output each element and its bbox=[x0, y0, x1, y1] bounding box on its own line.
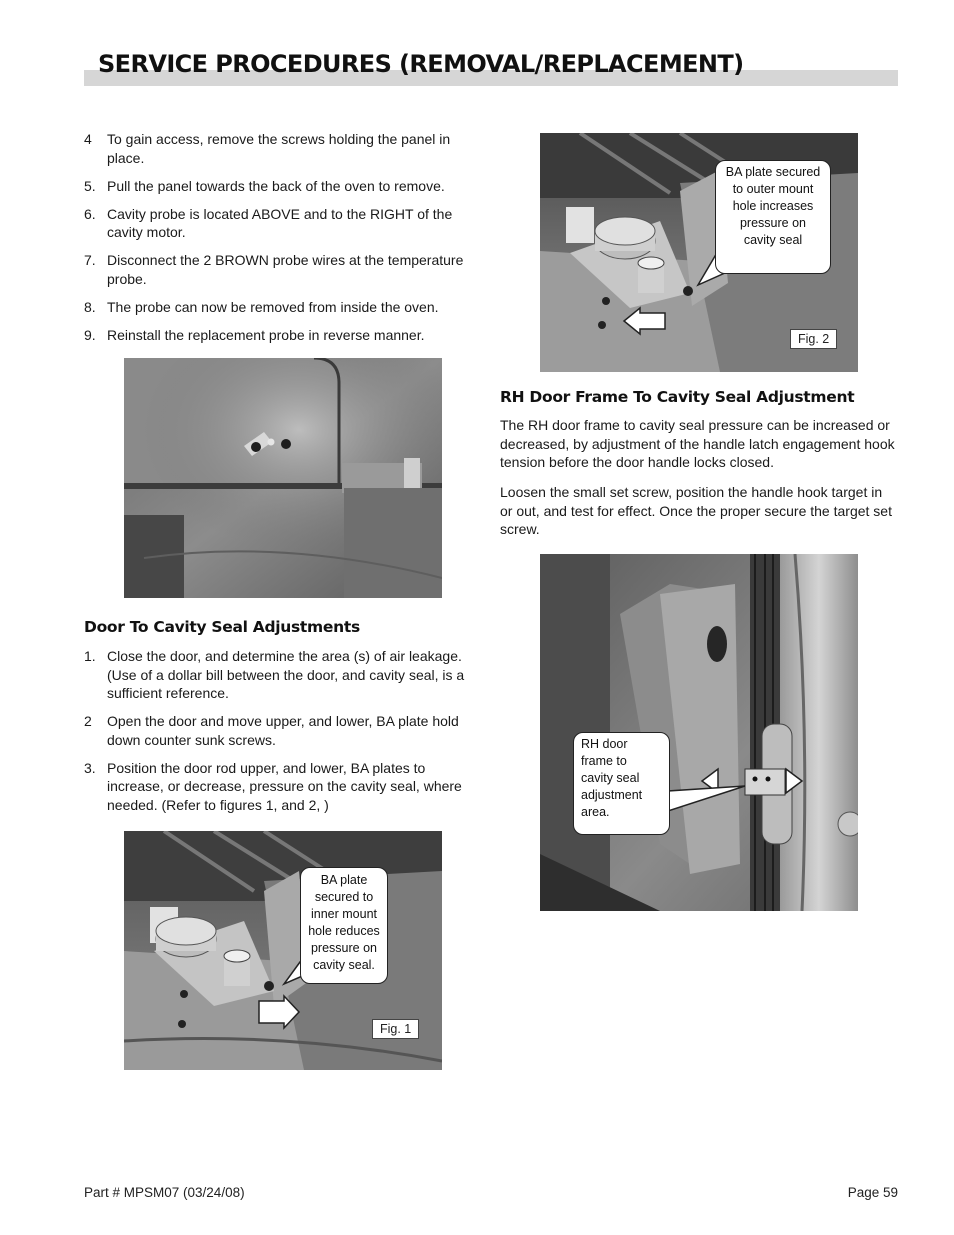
callout-line: pressure on bbox=[739, 216, 806, 230]
step-number: 7. bbox=[84, 252, 96, 268]
door-seal-heading: Door To Cavity Seal Adjustments bbox=[84, 618, 360, 636]
step-number: 6. bbox=[84, 205, 96, 222]
step-number: 3. bbox=[84, 759, 96, 776]
list-item bbox=[84, 326, 480, 345]
callout-line: BA plate bbox=[320, 873, 368, 887]
step-text: Position the door rod upper, and lower, BA plates to increase, or decrease, pressure on the cavity seal, where needed. (Refer to figures 1, and 2, ) bbox=[107, 759, 462, 813]
step-number: 5. bbox=[84, 177, 96, 194]
fig1-label: Fig. 1 bbox=[372, 1019, 419, 1039]
door-seal-steps-list bbox=[84, 647, 480, 824]
fig3-callout bbox=[573, 732, 670, 835]
step-number: 2 bbox=[84, 713, 92, 729]
page-title: SERVICE PROCEDURES (REMOVAL/REPLACEMENT) bbox=[98, 50, 744, 78]
step-text: Cavity probe is located ABOVE and to the RIGHT of the cavity motor. bbox=[107, 205, 453, 240]
figure-1 bbox=[124, 831, 442, 1070]
callout-line: hole increases bbox=[732, 199, 814, 213]
callout-line: adjustment bbox=[581, 788, 643, 802]
callout-line: cavity seal. bbox=[313, 958, 375, 972]
list-item bbox=[84, 759, 480, 815]
step-text: Open the door and move upper, and lower, BA plate hold down counter sunk screws. bbox=[107, 713, 459, 748]
step-number: 4 bbox=[84, 131, 92, 147]
list-item bbox=[84, 130, 480, 167]
step-text: Disconnect the 2 BROWN probe wires at the temperature probe. bbox=[107, 252, 464, 287]
rh-frame-paragraph-2: Loosen the small set screw, position the handle hook target in or out, and test for effect. Once the proper secure the target set screw. bbox=[500, 484, 892, 537]
callout-line: pressure on bbox=[310, 941, 377, 955]
callout-line: to outer mount bbox=[732, 182, 814, 196]
callout-line: RH door bbox=[581, 737, 628, 751]
callout-line: hole reduces bbox=[308, 924, 380, 938]
probe-steps-list bbox=[84, 130, 480, 354]
callout-line: secured to bbox=[314, 890, 374, 904]
step-number: 1. bbox=[84, 648, 96, 664]
fig2-label: Fig. 2 bbox=[790, 329, 837, 349]
callout-line: BA plate secured bbox=[725, 165, 821, 179]
callout-line: cavity seal bbox=[581, 771, 640, 785]
step-text: The probe can now be removed from inside the oven. bbox=[107, 298, 439, 315]
list-item bbox=[84, 647, 480, 703]
list-item bbox=[84, 298, 480, 317]
callout-line: area. bbox=[581, 805, 610, 819]
callout-line: frame to bbox=[581, 754, 627, 768]
footer-page-number: Page 59 bbox=[847, 1185, 898, 1200]
fig1-callout bbox=[300, 867, 388, 984]
list-item bbox=[84, 712, 480, 749]
figure-2 bbox=[540, 133, 858, 372]
step-number: 9. bbox=[84, 326, 96, 343]
photo-oven-panel bbox=[124, 358, 442, 598]
step-text: Pull the panel towards the back of the oven to remove. bbox=[107, 177, 445, 194]
fig2-callout bbox=[715, 160, 831, 274]
rh-frame-paragraph-1: The RH door frame to cavity seal pressure can be increased or decreased, by adjustment of the handle latch engagement hook tension before the door handle locks closed. bbox=[500, 417, 895, 470]
step-number: 8. bbox=[84, 298, 96, 315]
list-item bbox=[84, 205, 480, 242]
callout-line: cavity seal bbox=[743, 233, 803, 247]
step-text: Reinstall the replacement probe in reverse manner. bbox=[107, 326, 425, 343]
list-item bbox=[84, 251, 480, 288]
figure-3 bbox=[540, 554, 858, 911]
list-item bbox=[84, 177, 480, 196]
step-text: To gain access, remove the screws holding the panel in place. bbox=[107, 131, 451, 166]
rh-frame-heading: RH Door Frame To Cavity Seal Adjustment bbox=[500, 388, 855, 406]
step-text: Close the door, and determine the area (s) of air leakage. (Use of a dollar bill between the door, and cavity seal, is a sufficient reference. bbox=[107, 648, 465, 701]
footer-part-number: Part # MPSM07 (03/24/08) bbox=[84, 1185, 245, 1200]
callout-line: inner mount bbox=[310, 907, 377, 921]
